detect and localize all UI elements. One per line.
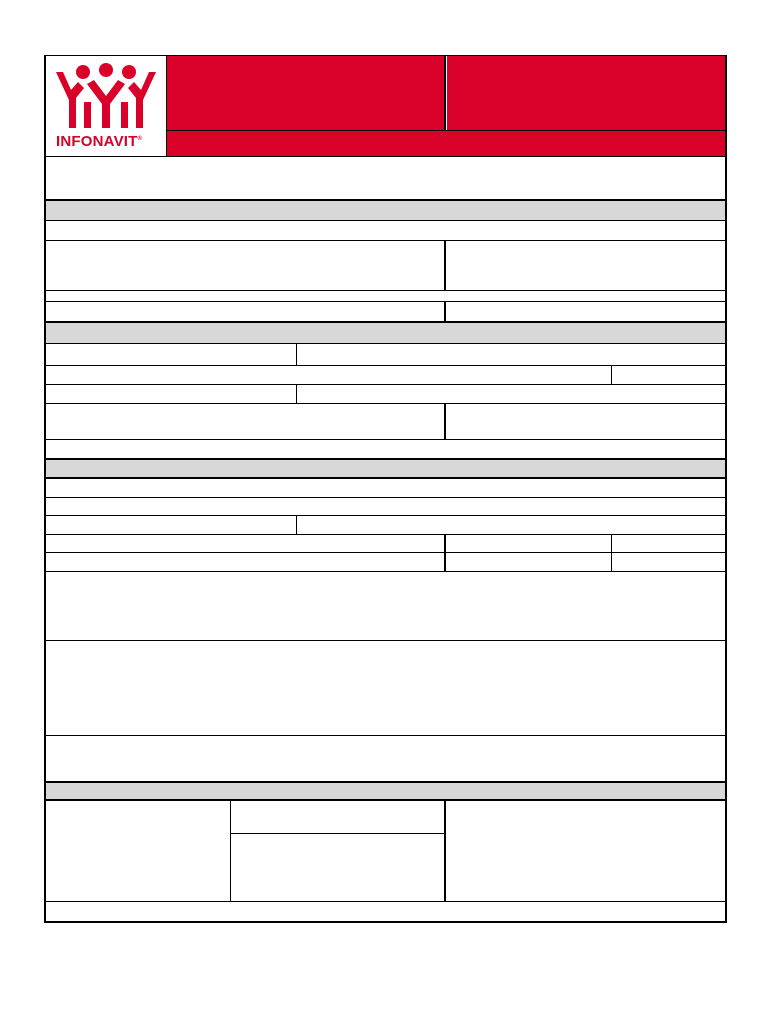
frame-right	[725, 55, 727, 923]
row-line	[44, 365, 727, 366]
col-line	[230, 800, 231, 902]
infonavit-logo-icon	[54, 62, 158, 130]
section-header-3	[46, 460, 725, 478]
frame-bottom	[44, 921, 727, 923]
col-line	[296, 515, 297, 534]
section-header-4	[46, 783, 725, 799]
header-divider	[444, 55, 446, 130]
row-line	[44, 301, 727, 302]
col-line	[296, 384, 297, 403]
row-line	[44, 240, 727, 241]
row-line	[44, 552, 727, 553]
header-red-block-left	[167, 56, 444, 130]
row-line	[44, 290, 727, 291]
col-line	[444, 240, 446, 290]
frame-left	[44, 55, 46, 923]
row-line	[44, 458, 727, 460]
row-line	[44, 321, 727, 323]
row-line	[44, 199, 727, 201]
row-line	[44, 439, 727, 440]
header-hline	[166, 130, 726, 131]
section-header-2	[46, 323, 725, 343]
row-line	[44, 799, 727, 801]
row-line	[44, 781, 727, 783]
row-line	[44, 477, 727, 479]
row-line	[44, 384, 727, 385]
row-line	[44, 735, 727, 736]
brand-name: INFONAVIT®	[56, 133, 143, 150]
header-red-block-right	[447, 56, 725, 130]
row-line	[44, 343, 727, 344]
header-red-bar	[167, 131, 725, 156]
row-line	[44, 220, 727, 221]
col-line	[611, 365, 612, 384]
row-line	[44, 403, 727, 404]
row-line	[44, 640, 727, 641]
col-line	[444, 800, 446, 902]
row-line	[44, 534, 727, 535]
col-line	[296, 343, 297, 365]
row-line	[44, 571, 727, 572]
col-line	[444, 301, 446, 322]
col-line	[444, 403, 446, 440]
header-bottom-line	[44, 156, 727, 157]
logo-divider	[166, 55, 167, 157]
row-line	[44, 497, 727, 498]
frame-top	[44, 55, 727, 56]
row-line	[44, 515, 727, 516]
row-line	[44, 901, 727, 902]
section-header-1	[46, 201, 725, 220]
row-line	[230, 833, 445, 834]
